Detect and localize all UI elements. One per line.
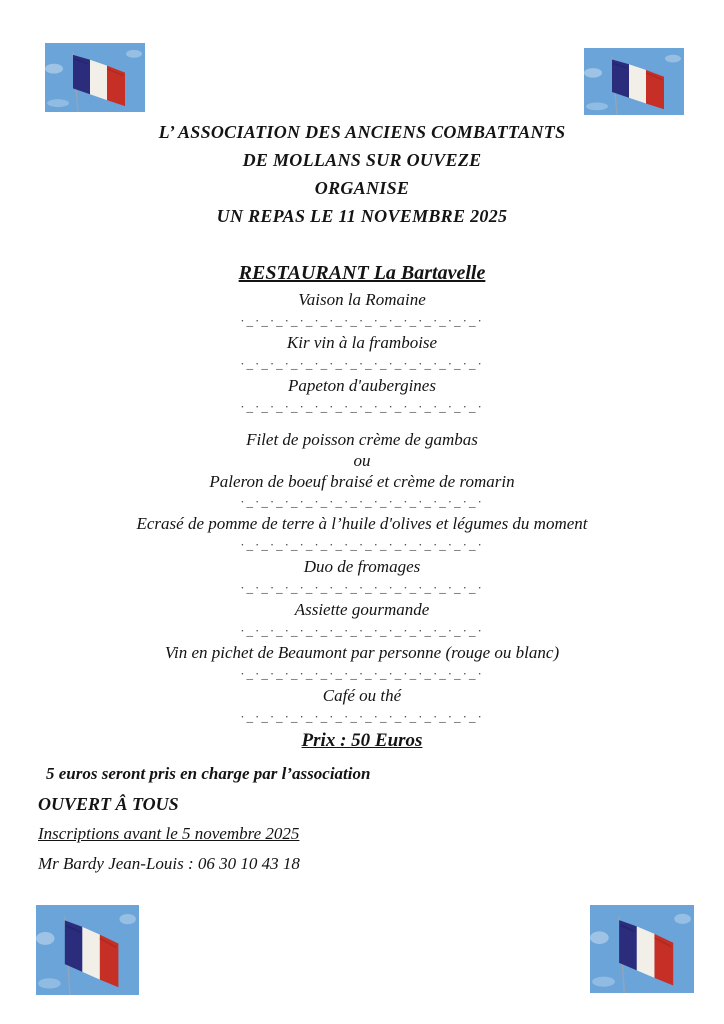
french-flag-photo-top-right (584, 48, 684, 115)
french-flag-icon (36, 905, 139, 995)
separator-line: ·_·_·_·_·_·_·_·_·_·_·_·_·_·_·_·_· (240, 666, 484, 681)
spacer (36, 417, 688, 429)
menu-item: Filet de poisson crème de gambas (246, 430, 478, 449)
menu-item: Assiette gourmande (294, 600, 430, 619)
content-column (36, 118, 688, 879)
price-line: Prix : 50 Euros (301, 730, 423, 751)
menu-item: Vin en pichet de Beaumont par personne (rouge ou blanc) (164, 643, 560, 662)
title-line: ORGANISE (314, 178, 410, 198)
menu-item: ou (353, 451, 371, 470)
menu-item: Ecrasé de pomme de terre à l’huile d'olives et légumes du moment (136, 514, 588, 533)
french-flag-icon (584, 48, 684, 115)
subsidy-note: 5 euros seront pris en charge par l’association (46, 764, 371, 783)
menu-block (36, 258, 688, 755)
french-flag-icon (45, 43, 145, 112)
restaurant-name: RESTAURANT La Bartavelle (238, 262, 486, 284)
title-line: L’ ASSOCIATION DES ANCIENS COMBATTANTS (158, 122, 566, 142)
menu-item: Paleron de boeuf braisé et crème de romarin (209, 472, 515, 491)
title-line: DE MOLLANS SUR OUVEZE (242, 150, 482, 170)
french-flag-photo-bottom-left (36, 905, 139, 995)
title-line: UN REPAS LE 11 NOVEMBRE 2025 (216, 206, 508, 226)
menu-item: Kir vin à la framboise (286, 333, 438, 352)
french-flag-photo-bottom-right (590, 905, 694, 993)
registration-deadline: Inscriptions avant le 5 novembre 2025 (38, 824, 300, 843)
separator-line: ·_·_·_·_·_·_·_·_·_·_·_·_·_·_·_·_· (240, 580, 484, 595)
separator-line: ·_·_·_·_·_·_·_·_·_·_·_·_·_·_·_·_· (240, 494, 484, 509)
footer-block (36, 759, 688, 879)
menu-item: Café ou thé (322, 686, 402, 705)
separator-line: ·_·_·_·_·_·_·_·_·_·_·_·_·_·_·_·_· (240, 356, 484, 371)
menu-item: Vaison la Romaine (298, 290, 426, 309)
contact-phone: Mr Bardy Jean-Louis : 06 30 10 43 18 (38, 854, 300, 873)
open-to-all-note: OUVERT Â TOUS (38, 794, 179, 814)
separator-line: ·_·_·_·_·_·_·_·_·_·_·_·_·_·_·_·_· (240, 399, 484, 414)
menu-item: Duo de fromages (303, 557, 421, 576)
separator-line: ·_·_·_·_·_·_·_·_·_·_·_·_·_·_·_·_· (240, 623, 484, 638)
menu-item: Papeton d'aubergines (288, 376, 436, 395)
title-block (36, 118, 688, 230)
separator-line: ·_·_·_·_·_·_·_·_·_·_·_·_·_·_·_·_· (240, 537, 484, 552)
separator-line: ·_·_·_·_·_·_·_·_·_·_·_·_·_·_·_·_· (240, 313, 484, 328)
french-flag-icon (590, 905, 694, 993)
french-flag-photo-top-left (45, 43, 145, 112)
separator-line: ·_·_·_·_·_·_·_·_·_·_·_·_·_·_·_·_· (240, 709, 484, 724)
